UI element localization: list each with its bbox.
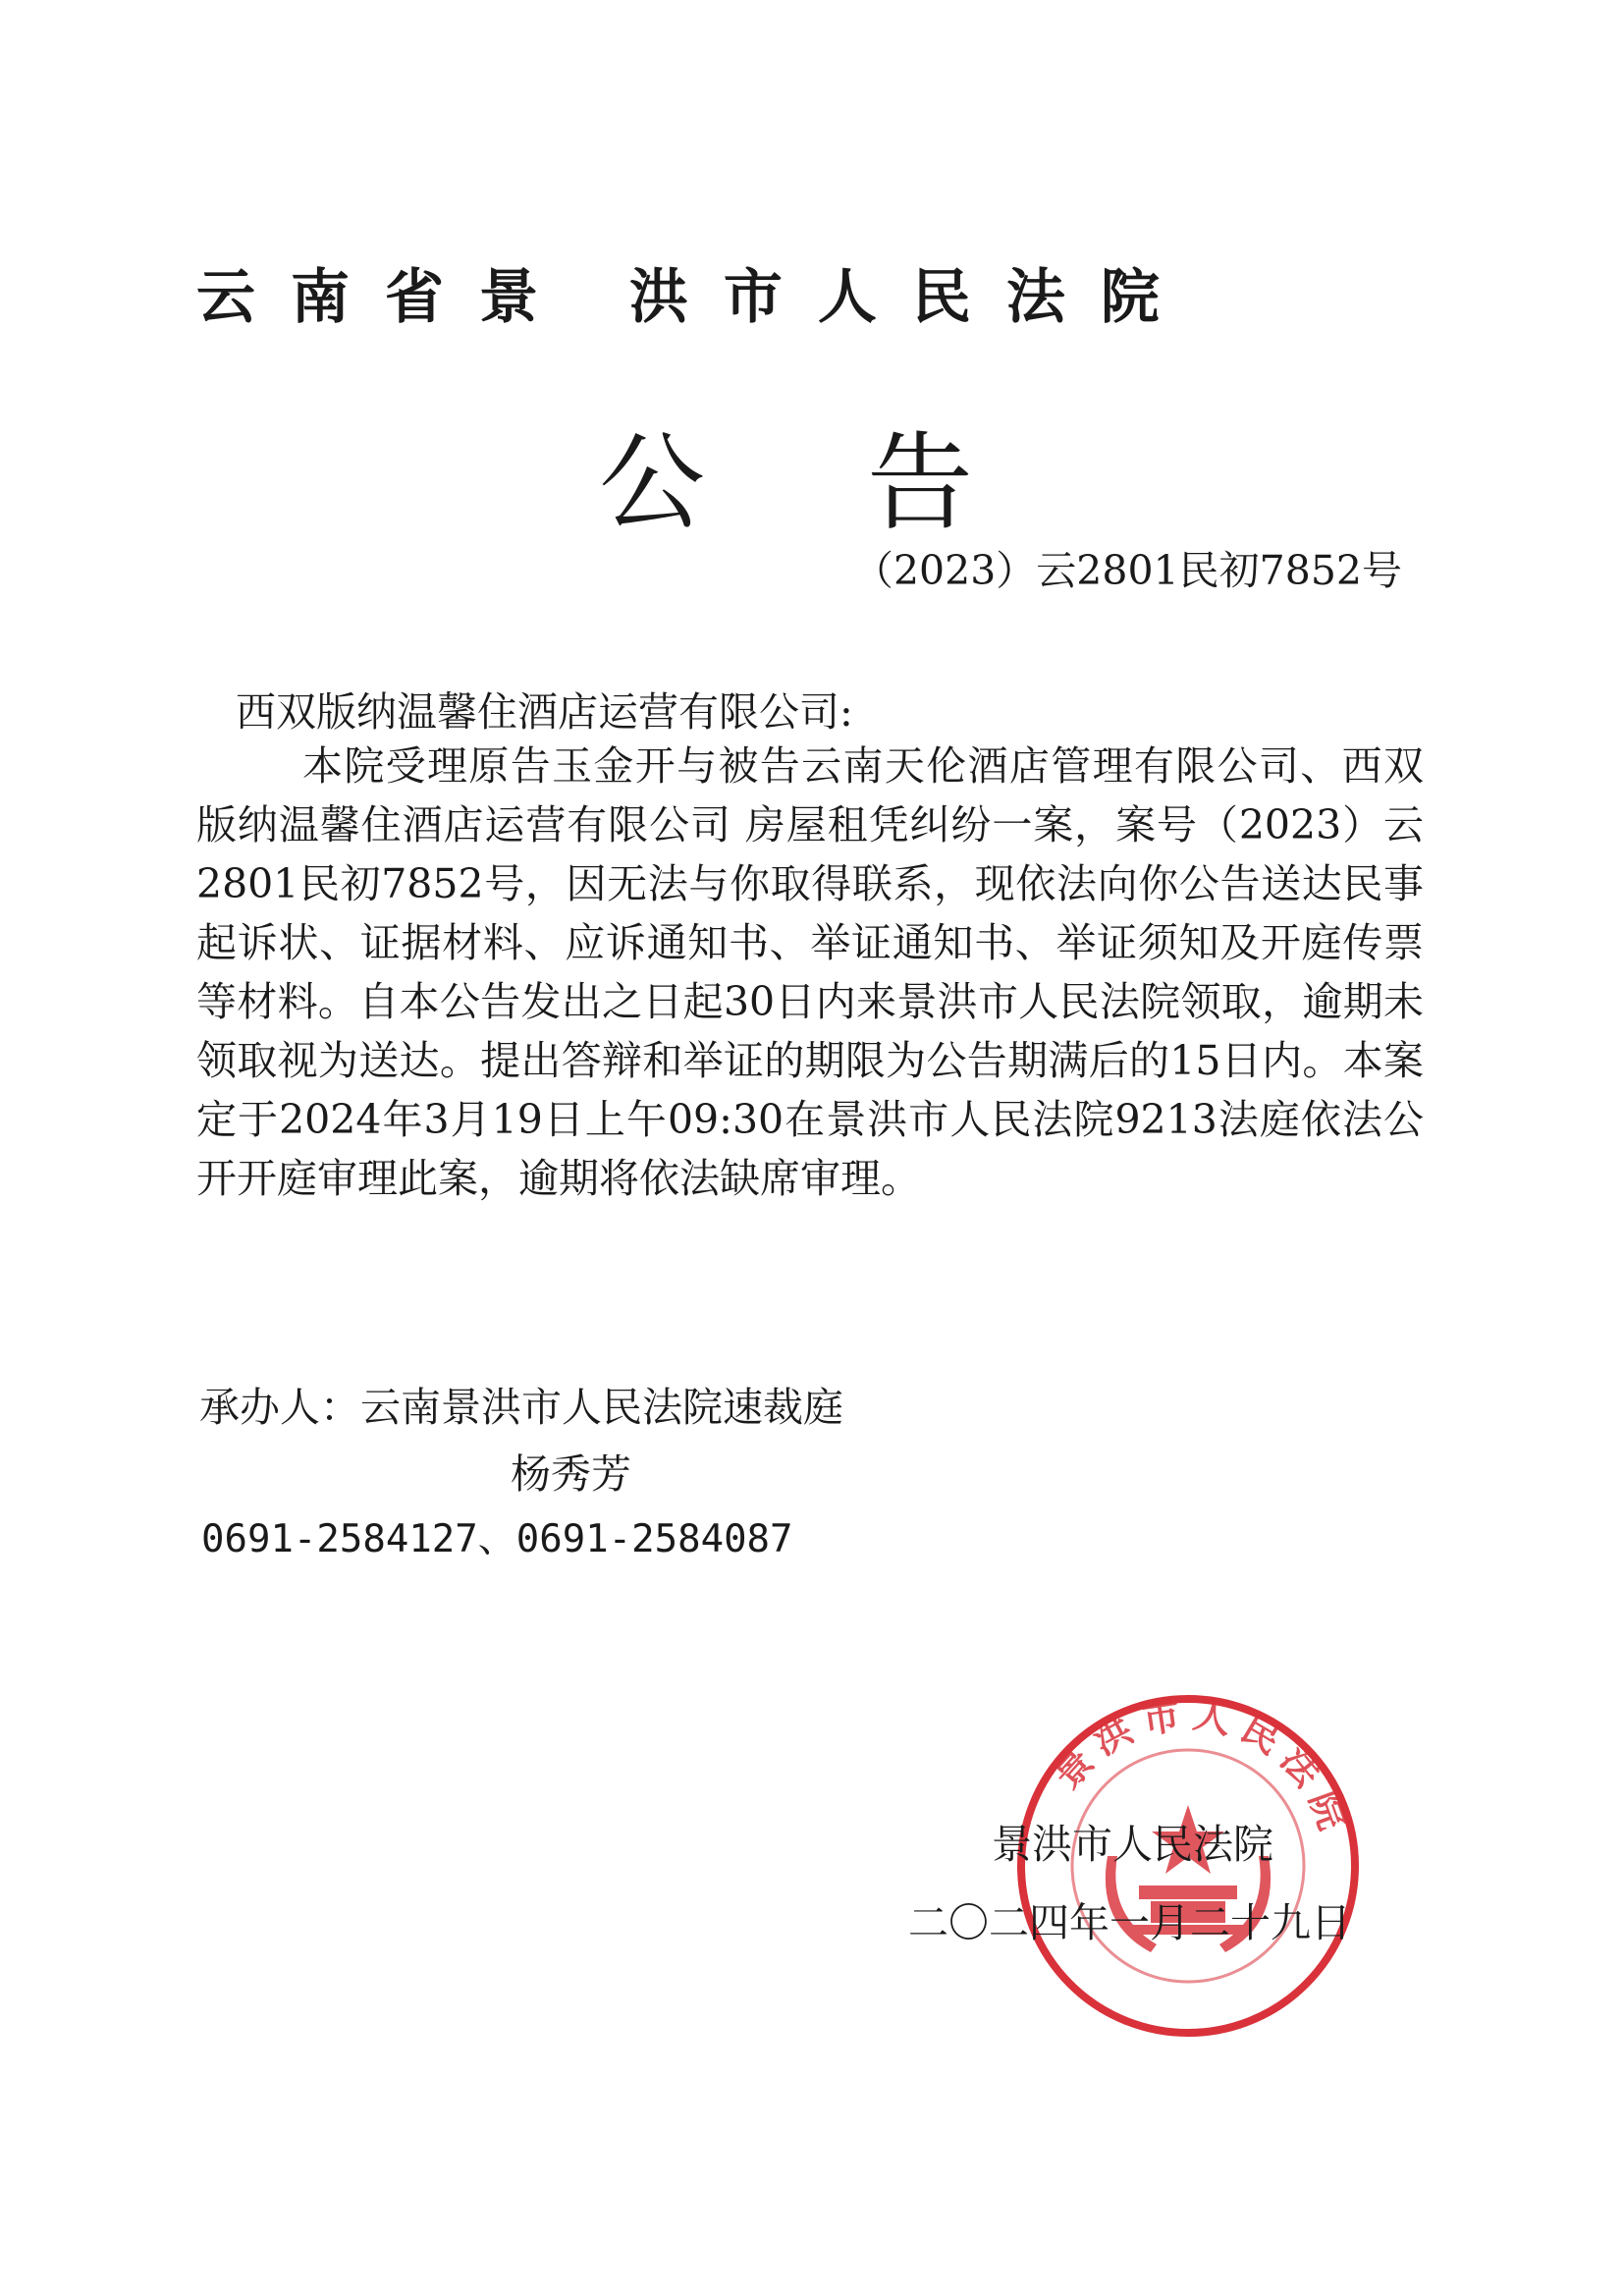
notice-body: 本院受理原告玉金开与被告云南天伦酒店管理有限公司、西双版纳温馨住酒店运营有限公司 房屋租凭纠纷一案，案号（2023）云2801民初7852号，因无法与你取得联系，现依法向你公告送达民事起诉状、证据材料、应诉通知书、举证通知书、举证须知及开庭传票等材料。自本公告发出之日起30日内来景洪市人民法院领取，逾期未领取视为送达。提出答辩和举证的期限为公告期满后的15日内。本案定于2024年3月19日上午09:30在景洪市人民法院9213法庭依法公开开庭审理此案，逾期将依法缺席审理。 — [196, 742, 1424, 1202]
handler-line: 承办人：云南景洪市人民法院速裁庭 — [199, 1384, 843, 1431]
document-title: 公告 — [599, 422, 1136, 545]
contact-phones: 0691-2584127、0691-2584087 — [201, 1517, 793, 1561]
signature-date: 二〇二四年一月二十九日 — [908, 1899, 1351, 1946]
signature-court: 景洪市人民法院 — [992, 1821, 1273, 1868]
seal-ring-text: 景洪市人民法院 — [1044, 1691, 1359, 1845]
handler-name: 杨秀芳 — [511, 1450, 631, 1498]
addressee: 西双版纳温馨住酒店运营有限公司: — [236, 688, 853, 736]
case-number: （2023）云2801民初7852号 — [852, 547, 1402, 594]
court-title: 云南省景 洪市人民法院 — [196, 263, 1195, 332]
